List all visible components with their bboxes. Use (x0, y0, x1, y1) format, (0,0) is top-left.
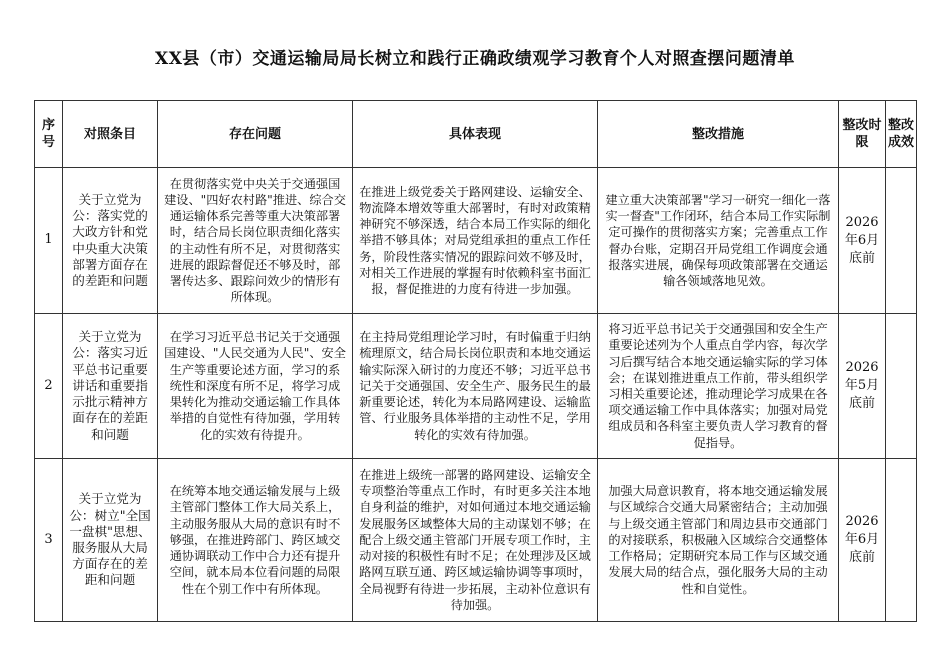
table-row (35, 459, 917, 622)
header-problem: 存在问题 (158, 101, 353, 168)
row-detail: 在推进上级统一部署的路网建设、运输安全专项整治等重点工作时，有时更多关注本地自身利益的维护，对如何通过本地交通运输发展服务区域整体大局的主动谋划不够；在配合上级交通主管部门开展专项工作时，主动对接的积极性有时不足；在处理涉及区域路网互联互通、跨区域运输协调等事项时，全局视野有待进一步拓展，主动补位意识有待加强。 (353, 459, 598, 622)
row-detail: 在主持局党组理论学习时，有时偏重于归纳梳理原文，结合局长岗位职责和本地交通运输实际深入研讨的力度还不够；习近平总书记关于交通强国、安全生产、服务民生的最新重要论述，转化为本局路网建设、运输监管、行业服务具体举措的主动性不足，学用转化的实效有待加强。 (353, 314, 598, 459)
row-problem: 在学习习近平总书记关于交通强国建设、"人民交通为人民"、安全生产等重要论述方面，学习的系统性和深度有所不足，将学习成果转化为推动交通运输工作具体举措的自觉性有待加强，学用转化的实效有待提升。 (158, 314, 353, 459)
header-deadline: 整改时限 (839, 101, 886, 168)
row-measure: 建立重大决策部署"学习一研究一细化一落实一督查"工作闭环，结合本局工作实际制定可操作的贯彻落实方案；完善重点工作督办台账，定期召开局党组工作调度会通报落实进展，确保每项政策部署在交通运输各领域落地见效。 (598, 168, 839, 314)
row-measure: 将习近平总书记关于交通强国和安全生产重要论述列为个人重点自学内容，每次学习后撰写结合本地交通运输实际的学习体会；在谋划推进重点工作前，带头组织学习相关重要论述，推动理论学习成果在各项交通运输工作中具体落实；加强对局党组成员和各科室主要负责人学习教育的督促指导。 (598, 314, 839, 459)
row-measure: 加强大局意识教育，将本地交通运输发展与区域综合交通大局紧密结合；主动加强与上级交通主管部门和周边县市交通部门的对接联系，积极融入区域综合交通整体工作格局；定期研究本局工作与区域交通发展大局的结合点，强化服务大局的主动性和自觉性。 (598, 459, 839, 622)
table-header-row (35, 101, 917, 168)
row-result (886, 168, 917, 314)
row-item: 关于立党为公：落实习近平总书记重要讲话和重要指示批示精神方面存在的差距和问题 (63, 314, 158, 459)
row-result (886, 459, 917, 622)
row-deadline: 2026年5月底前 (839, 314, 886, 459)
table-row (35, 168, 917, 314)
row-no: 3 (35, 459, 63, 622)
row-deadline: 2026年6月底前 (839, 168, 886, 314)
row-no: 1 (35, 168, 63, 314)
header-result: 整改成效 (886, 101, 917, 168)
header-no: 序号 (35, 101, 63, 168)
header-detail: 具体表现 (353, 101, 598, 168)
row-problem: 在贯彻落实党中央关于交通强国建设、"四好农村路"推进、综合交通运输体系完善等重大决策部署时，结合局长岗位职责细化落实的主动性有所不足，对贯彻落实进展的跟踪督促还不够及时，部署传达多、跟踪问效少的情形有所体现。 (158, 168, 353, 314)
problem-list-table (34, 100, 917, 622)
row-detail: 在推进上级党委关于路网建设、运输安全、物流降本增效等重大部署时，有时对政策精神研究不够深透，结合本局工作实际的细化举措不够具体；对局党组承担的重点工作任务，阶段性落实情况的跟踪问效不够及时，对相关工作进展的掌握有时依赖科室书面汇报，督促推进的力度有待进一步加强。 (353, 168, 598, 314)
row-problem: 在统筹本地交通运输发展与上级主管部门整体工作大局关系上，主动服务服从大局的意识有时不够强，在推进跨部门、跨区域交通协调联动工作中合力还有提升空间，就本局本位看问题的局限性在个别工作中有所体现。 (158, 459, 353, 622)
header-measure: 整改措施 (598, 101, 839, 168)
table-row (35, 314, 917, 459)
row-item: 关于立党为公：落实党的大政方针和党中央重大决策部署方面存在的差距和问题 (63, 168, 158, 314)
page-title: XX县（市）交通运输局局长树立和践行正确政绩观学习教育个人对照查摆问题清单 (155, 49, 795, 69)
row-deadline: 2026年6月底前 (839, 459, 886, 622)
row-item: 关于立党为公：树立"全国一盘棋"思想、服务服从大局方面存在的差距和问题 (63, 459, 158, 622)
header-item: 对照条目 (63, 101, 158, 168)
row-no: 2 (35, 314, 63, 459)
row-result (886, 314, 917, 459)
